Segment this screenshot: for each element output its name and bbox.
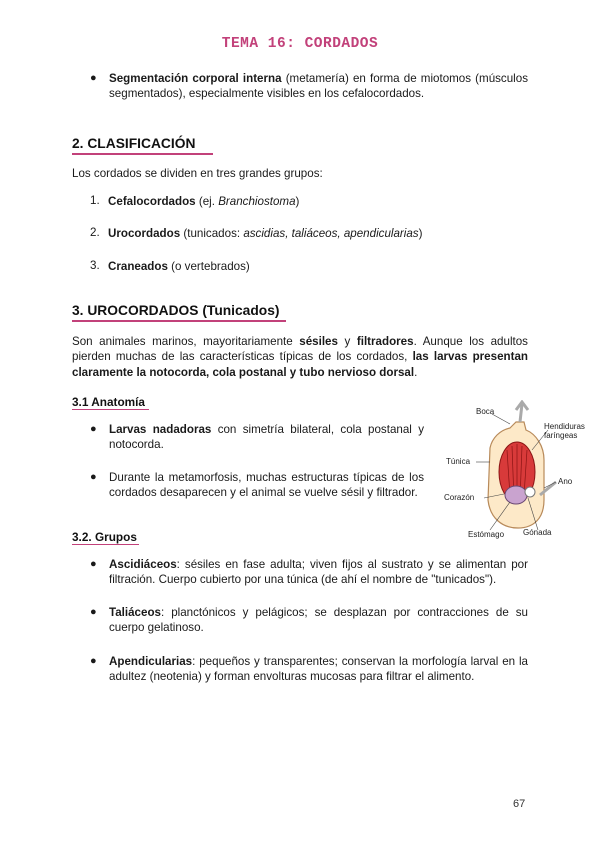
anatomia-bullet: Larvas nadadoras con simetría bilateral, cola postanal y notocorda. [109,423,424,452]
figure-label-hendiduras: Hendiduras faríngeas [544,422,585,440]
list-number: 3. [90,259,100,272]
subsection-underline [72,409,149,410]
section3-paragraph: Son animales marinos, mayoritariamente sésiles y filtradores. Aunque los adultos pierden muchas de las características típicas de los cordados, las larvas presentan claramente la notocorda, cola postanal y tubo nervioso dorsal. [72,335,528,379]
gonad-shape [525,487,535,497]
grupos-bullet: Taliáceos: planctónicos y pelágicos; se desplazan por contracciones de su cuerpo gelatinoso. [109,606,528,635]
tunicate-anatomy-figure [440,400,590,545]
stomach-shape [505,486,527,504]
list-item: Cefalocordados (ej. Branchiostoma) [108,195,300,208]
figure-label-estomago: Estómago [468,530,505,539]
bullet-dot: ● [90,423,97,435]
section2-heading: 2. CLASIFICACIÓN [72,136,196,151]
intro-bullet-text: Segmentación corporal interna (metamería) en forma de miotomos (músculos segmentados), especialmente visibles en los cefalocordados. [109,72,529,101]
list-item: Urocordados (tunicados: ascidias, taliáceos, apendicularias) [108,227,423,240]
grupos-bullet: Apendicularias: pequeños y transparentes; conservan la morfología larval en la adultez (neotenia) y forman envolturas mucosas para filtrar el alimento. [109,655,528,684]
page-number: 67 [513,798,526,810]
list-item: Craneados (o vertebrados) [108,260,250,273]
bullet-dot: ● [90,606,97,618]
figure-label-boca: Boca [476,407,495,416]
section2-underline [72,153,213,155]
grupos-bullet: Ascidiáceos: sésiles en fase adulta; viven fijos al sustrato y se alimentan por filtración. Cuerpo cubierto por una túnica (de ahí el nombre de "tunicados"). [109,558,528,587]
subsection-underline [72,544,139,545]
figure-label-corazon: Corazón [444,493,475,502]
section3-heading: 3. UROCORDADOS (Tunicados) [72,303,280,318]
list-number: 1. [90,194,100,207]
page-title: TEMA 16: CORDADOS [221,36,379,52]
section3-underline [72,320,286,322]
list-number: 2. [90,226,100,239]
section2-intro: Los cordados se dividen en tres grandes grupos: [72,167,323,180]
subsection-grupos-heading: 3.2. Grupos [72,530,137,544]
bullet-dot: ● [90,655,97,667]
figure-label-gonada: Gónada [523,528,552,537]
bullet-dot: ● [90,558,97,570]
figure-label-tunica: Túnica [446,457,471,466]
anatomia-bullet: Durante la metamorfosis, muchas estructuras típicas de los cordados desaparecen y el animal se vuelve sésil y filtrador. [109,471,424,500]
bullet-dot: ● [90,471,97,483]
figure-label-ano: Ano [558,477,573,486]
bullet-dot: ● [90,72,97,84]
subsection-anatomia-heading: 3.1 Anatomía [72,395,145,409]
